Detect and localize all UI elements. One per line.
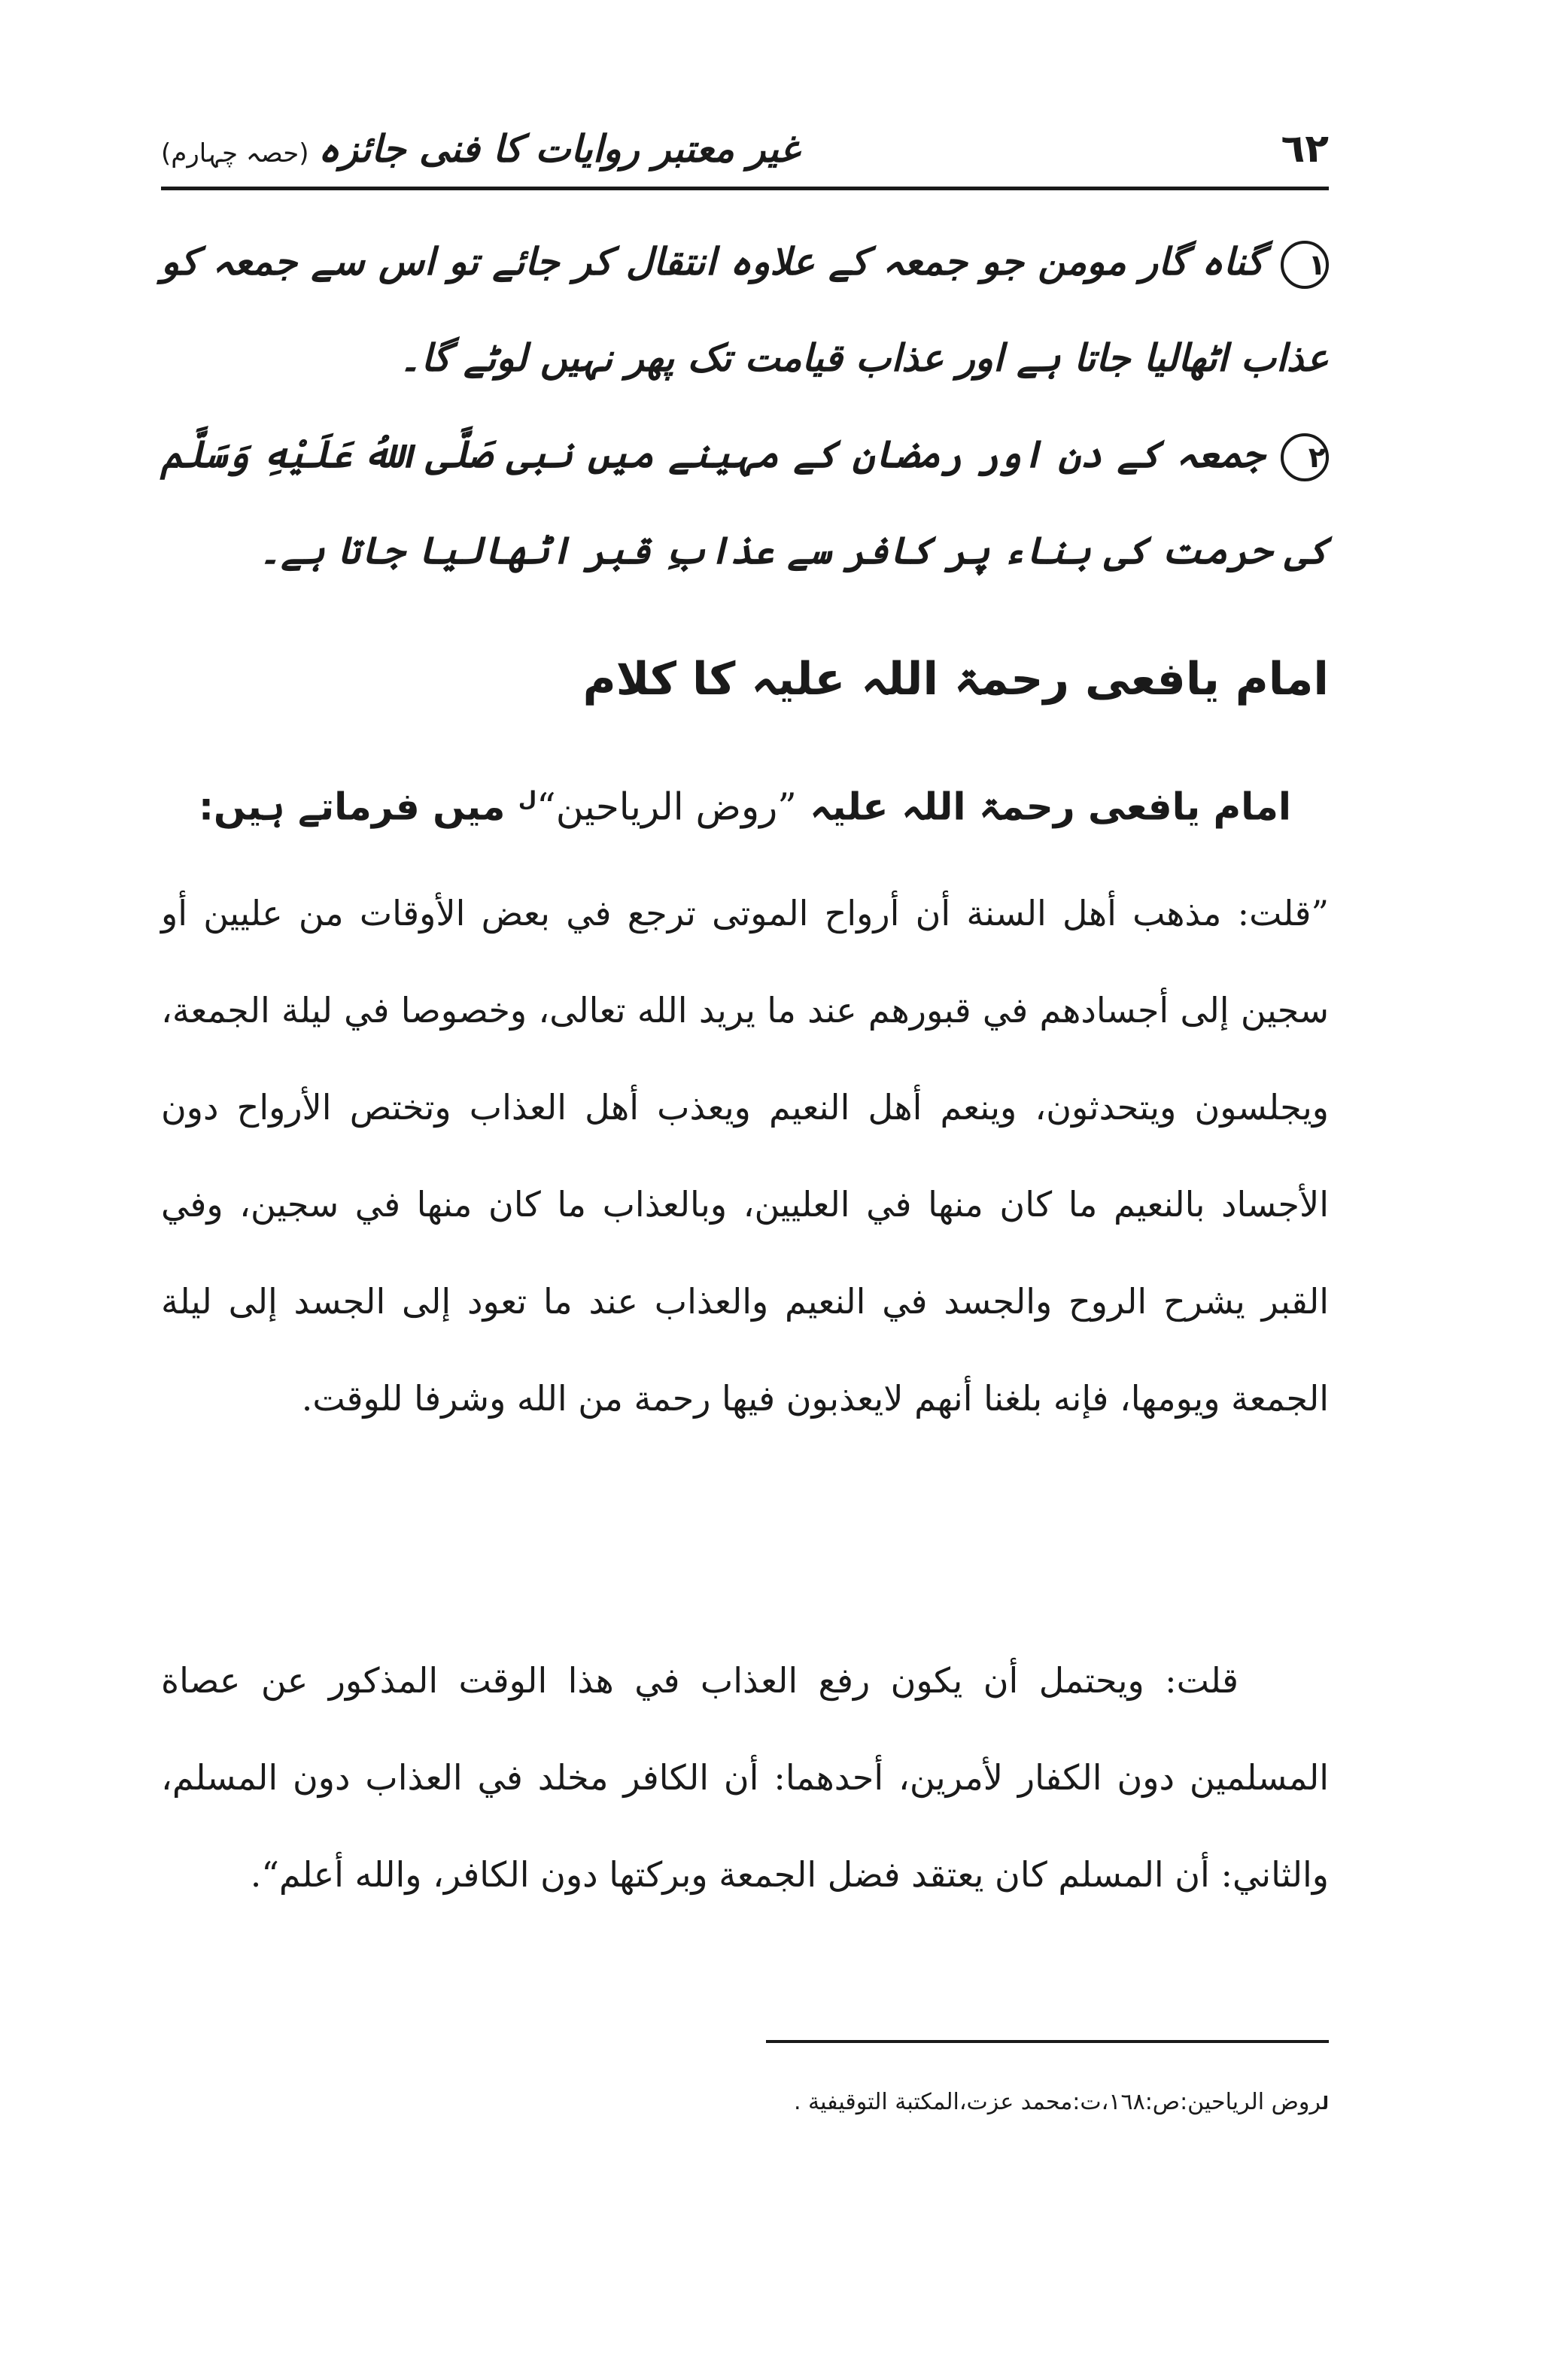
intro-book-title: ”روض الرياحين“ — [536, 785, 797, 829]
arabic-quote-paragraph-2: قلت: ويحتمل أن يكون رفع العذاب في هذا الوقت المذكور عن عصاة المسلمين دون الكفار لأمرين، أحدهما: أن الكافر مخلد في العذاب دون المسلم، والثاني: أن المسلم كان يعتقد فضل الجمعة وبركتها دون الكافر، والله أعلم“. — [161, 1660, 1329, 1895]
urdu-point-1 — [161, 214, 1329, 406]
intro-after: میں فرماتے ہیں: — [198, 785, 518, 829]
page-header — [161, 120, 1329, 178]
page-number: ٦٢ — [1281, 126, 1329, 172]
quote-intro — [161, 766, 1329, 841]
urdu-point-2 — [161, 406, 1329, 599]
footnote-mark: ل — [1321, 2093, 1329, 2114]
book-part: (حصہ چہارم) — [161, 138, 309, 168]
footnote-rule — [766, 2040, 1329, 2043]
arabic-quote-paragraph-1: ”قلت: مذهب أهل السنة أن أرواح الموتى ترجع في بعض الأوقات من عليين أو سجين إلى أجسادهم في قبورهم عند ما يريد الله تعالى، وخصوصا في ليلة الجمعة، ويجلسون ويتحدثون، وينعم أهل النعيم ويعذب أهل العذاب وتختص الأرواح دون الأجساد بالنعيم ما كان منها في العليين، وبالعذاب ما كان منها في سجين، وفي القبر يشرح الروح والجسد في النعيم والعذاب عند ما تعود إلى الجسد إلى ليلة الجمعة ويومها، فإنه بلغنا أنهم لايعذبون فيها رحمة من الله وشرفا للوقت. — [161, 893, 1329, 1419]
footnote-text: روض الرياحين:ص:١٦٨،ت:محمد عزت،المكتبة التوقيفية . — [793, 2089, 1322, 2115]
intro-footnote-mark: ل — [518, 787, 537, 812]
running-title — [161, 126, 799, 176]
point-text-1: گناہ گار مومن جو جمعہ کے علاوہ انتقال کر جائے تو اس سے جمعہ کو عذاب اٹھالیا جاتا ہے اور عذاب قیامت تک پھر نہیں لوٹے گا۔ — [161, 240, 1329, 380]
book-title: غیر معتبر روایات کا فنی جائزہ — [318, 127, 800, 171]
header-rule — [161, 187, 1329, 190]
point-number-1: ١ — [1281, 241, 1329, 289]
section-heading: امام یافعی رحمۃ اللہ علیہ کا کلام — [582, 653, 1329, 706]
footnote — [161, 2084, 1329, 2122]
point-number-2: ٢ — [1281, 433, 1329, 481]
intro-before: امام یافعی رحمۃ اللہ علیہ — [796, 785, 1292, 829]
point-text-2: جمعہ کے دن اور رمضان کے مہینے میں نبی صَلَّى اللهُ عَلَيْهِ وَسَلَّم کی حرمت کی بناء پر کافر سے عذابِ قبر اٹھالیا جاتا ہے۔ — [161, 433, 1329, 572]
